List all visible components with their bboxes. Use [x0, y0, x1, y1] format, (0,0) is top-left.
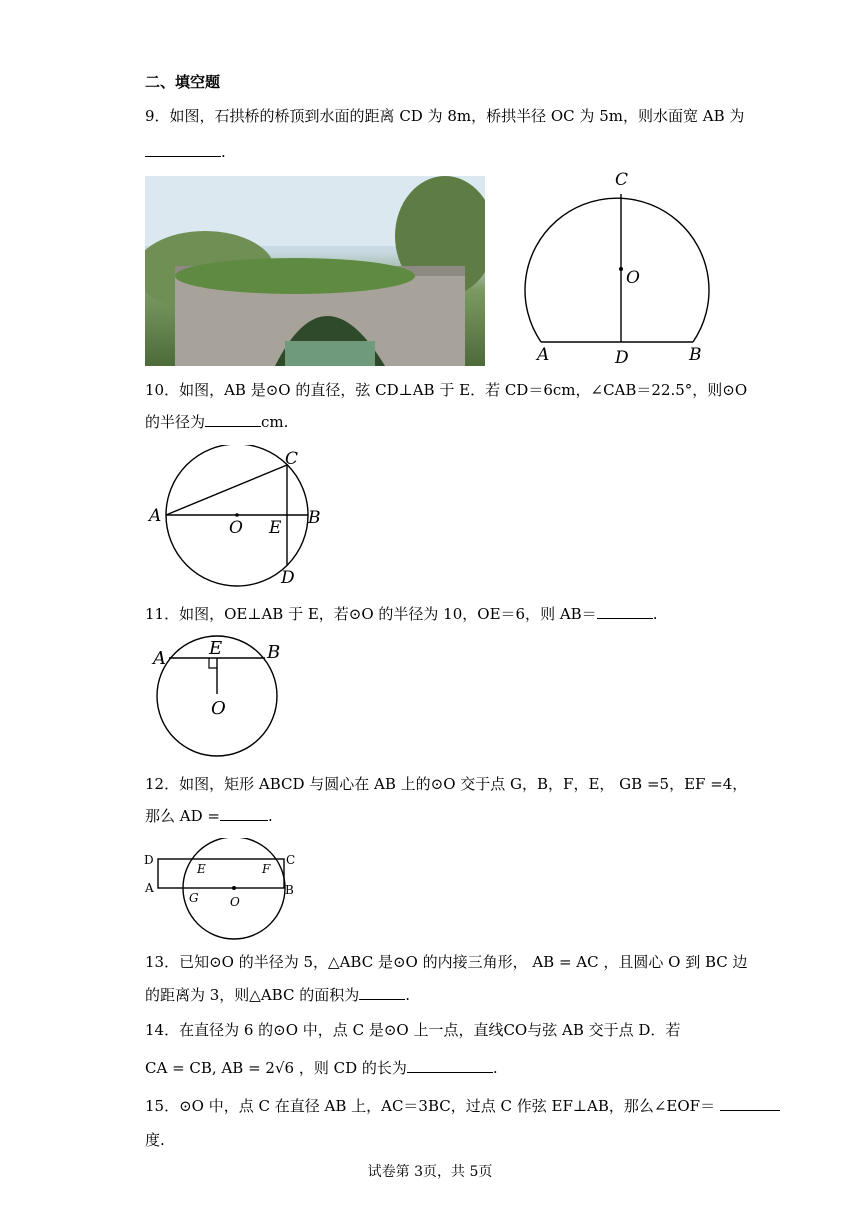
q12-label-d: D	[144, 853, 154, 867]
q14-text-line2: CA = CB, AB = 2√6 ，则 CD 的长为 .	[145, 1059, 498, 1077]
q12-text-line2: 那么 AD = .	[145, 807, 273, 825]
q11-label-o: O	[211, 698, 226, 719]
q9-label-d: D	[615, 348, 629, 368]
q9-text-line1: 9．如图，石拱桥的桥顶到水面的距离 CD 为 8m，桥拱半径 OC 为 5m，则水面宽 AB 为	[145, 107, 745, 125]
q11-label-a: A	[153, 648, 166, 669]
q11-right-angle-mark	[209, 658, 217, 668]
stone-bridge-photo	[145, 176, 485, 366]
q9-center-dot	[619, 267, 623, 271]
section-title: 二、填空题	[145, 73, 221, 91]
q12-text-line1: 12．如图，矩形 ABCD 与圆心在 AB 上的⊙O 交于点 G，B，F，E， GB =5，EF =4，	[145, 775, 748, 793]
q9-label-o: O	[626, 268, 640, 288]
q11-text: 11．如图，OE⊥AB 于 E，若⊙O 的半径为 10，OE＝6，则 AB＝ .	[145, 605, 658, 623]
q9-text-line2: .	[145, 142, 226, 162]
q12-label-f: F	[262, 862, 271, 876]
q10-label-b: B	[308, 508, 321, 528]
q13-answer-blank[interactable]	[359, 985, 405, 1000]
q10-label-d: D	[281, 568, 295, 588]
q11-answer-blank[interactable]	[597, 604, 653, 619]
q12-label-o: O	[230, 895, 240, 909]
q12-center-dot	[232, 886, 236, 890]
q11-circle-figure	[145, 632, 295, 764]
q10-label-o: O	[229, 518, 243, 538]
q12-label-b: B	[285, 883, 294, 897]
q15-answer-blank[interactable]	[720, 1096, 780, 1111]
q9-answer-blank[interactable]	[145, 142, 221, 157]
q12-label-g: G	[189, 891, 199, 905]
q11-label-b: B	[267, 642, 281, 663]
q12-answer-blank[interactable]	[220, 806, 268, 821]
q12-label-a: A	[145, 881, 154, 895]
q12-label-e: E	[197, 862, 206, 876]
q9-label-c: C	[615, 170, 629, 190]
q14-answer-blank[interactable]	[407, 1058, 493, 1073]
page-footer: 试卷第 3页，共 5页	[367, 1164, 493, 1180]
q13-text-line2: 的距离为 3，则△ABC 的面积为 .	[145, 986, 411, 1004]
q15-text-line1: 15．⊙O 中，点 C 在直径 AB 上，AC＝3BC，过点 C 作弦 EF⊥AB，那么∠EOF＝	[145, 1096, 780, 1116]
bridge-illustration	[145, 176, 485, 366]
q9-label-b: B	[689, 345, 702, 365]
q10-text-line2: 的半径为 cm.	[145, 413, 289, 431]
q10-label-c: C	[285, 449, 299, 469]
q9-arch-curve	[525, 198, 709, 342]
q13-text-line1: 13．已知⊙O 的半径为 5，△ABC 是⊙O 的内接三角形， AB = AC ，且圆心 O 到 BC 边	[145, 953, 748, 971]
q10-label-a: A	[149, 506, 162, 526]
q12-label-c: C	[286, 853, 296, 867]
q9-arch-figure	[520, 168, 725, 368]
q10-label-e: E	[269, 518, 282, 538]
q10-text-line1: 10．如图，AB 是⊙O 的直径，弦 CD⊥AB 于 E．若 CD＝6cm，∠CAB＝22.5°，则⊙O	[145, 381, 748, 399]
q11-label-e: E	[209, 638, 223, 659]
q15-text-line2: 度.	[145, 1131, 165, 1149]
q9-label-a: A	[537, 345, 550, 365]
q14-text-line1: 14．在直径为 6 的⊙O 中，点 C 是⊙O 上一点，直线CO与弦 AB 交于点 D．若	[145, 1021, 681, 1039]
q10-answer-blank[interactable]	[205, 412, 261, 427]
q10-center-dot	[235, 513, 239, 517]
q12-rectangle-circle-figure	[140, 838, 300, 944]
q10-circle-figure	[145, 445, 335, 590]
q10-chord-ac	[166, 465, 287, 515]
